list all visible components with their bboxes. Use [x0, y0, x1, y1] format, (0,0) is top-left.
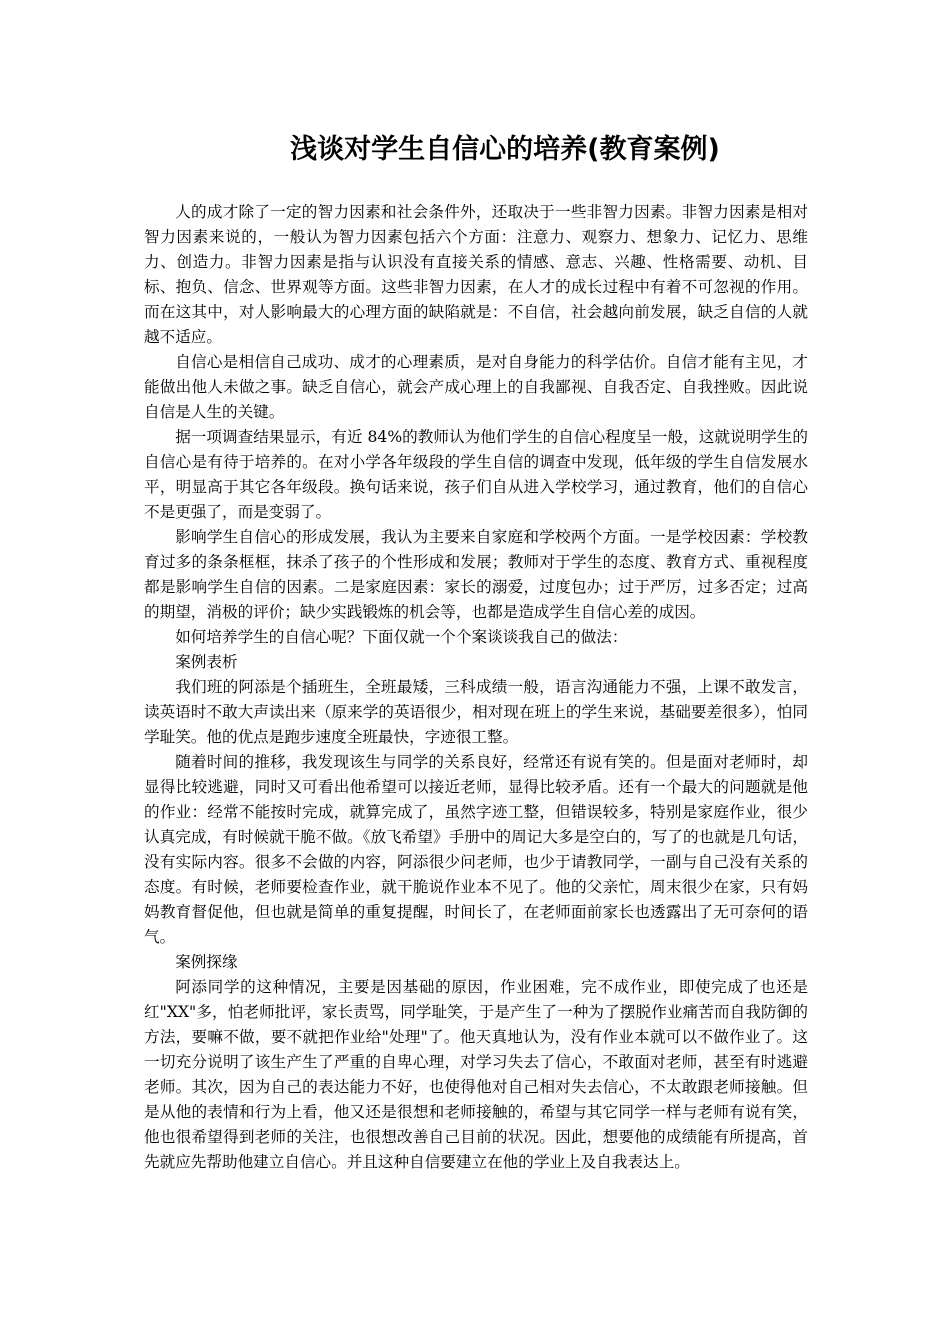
paragraph-confidence-definition: 自信心是相信自己成功、成才的心理素质，是对自身能力的科学估价。自信才能有主见，才能做出他人未做之事。缺乏自信心，就会产成心理上的自我鄙视、自我否定、自我挫败。因此说自信是人生的关键。 [144, 353, 808, 421]
document-title: 浅谈对学生自信心的培养(教育案例) [290, 134, 720, 165]
document-body [144, 200, 808, 1175]
paragraph-case-cause: 阿添同学的这种情况，主要是因基础的原因，作业困难，完不成作业，即使完成了也还是红"XX"多，怕老师批评，家长责骂，同学耻笑，于是产生了一种为了摆脱作业痛苦而自我防御的方法，要嘛不做，要不就把作业给"处理"了。他天真地认为，没有作业本就可以不做作业了。这一切充分说明了该生产生了严重的自卑心理，对学习失去了信心，不敢面对老师，甚至有时逃避老师。其次，因为自己的表达能力不好，也使得他对自己相对失去信心，不太敢跟老师接触。但是从他的表情和行为上看，他又还是很想和老师接触的，希望与其它同学一样与老师有说有笑，他也很希望得到老师的关注，也很想改善自己目前的状况。因此，想要他的成绩能有所提高，首先就应先帮助他建立自信心。并且这种自信要建立在他的学业上及自我表达上。 [144, 978, 808, 1171]
paragraph-case-observation: 随着时间的推移，我发现该生与同学的关系良好，经常还有说有笑的。但是面对老师时，却显得比较逃避，同时又可看出他希望可以接近老师，显得比较矛盾。还有一个最大的问题就是他的作业：经常不能按时完成，就算完成了，虽然字迹工整，但错误较多，特别是家庭作业，很少认真完成，有时候就干脆不做。《放飞希望》手册中的周记大多是空白的，写了的也就是几句话，没有实际内容。很多不会做的内容，阿添很少问老师，也少于请教同学，一副与自己没有关系的态度。有时候，老师要检查作业，就干脆说作业本不见了。他的父亲忙，周末很少在家，只有妈妈教育督促他，但也就是简单的重复提醒，时间长了，在老师面前家长也透露出了无可奈何的语气。 [144, 753, 808, 946]
paragraph-intro: 人的成才除了一定的智力因素和社会条件外，还取决于一些非智力因素。非智力因素是相对智力因素来说的，一般认为智力因素包括六个方面：注意力、观察力、想象力、记忆力、思维力、创造力。非智力因素是指与认识没有直接关系的情感、意志、兴趣、性格需要、动机、目标、抱负、信念、世界观等方面。这些非智力因素，在人才的成长过程中有着不可忽视的作用。而在这其中，对人影响最大的心理方面的缺陷就是：不自信，社会越向前发展，缺乏自信的人就越不适应。 [144, 203, 808, 346]
paragraph-case-student: 我们班的阿添是个插班生，全班最矮，三科成绩一般，语言沟通能力不强，上课不敢发言，读英语时不敢大声读出来（原来学的英语很少，相对现在班上的学生来说，基础要差很多），怕同学耻笑。他的优点是跑步速度全班最快，字迹很工整。 [144, 678, 808, 746]
section-heading-case-analysis: 案例表析 [175, 653, 238, 671]
paragraph-factors: 影响学生自信心的形成发展，我认为主要来自家庭和学校两个方面。一是学校因素：学校教育过多的条条框框，抹杀了孩子的个性形成和发展；教师对于学生的态度、教育方式、重视程度都是影响学生自信的因素。二是家庭因素：家长的溺爱，过度包办；过于严厉，过多否定；过高的期望，消极的评价；缺少实践锻炼的机会等，也都是造成学生自信心差的成因。 [144, 528, 808, 621]
paragraph-how-to: 如何培养学生的自信心呢？下面仅就一个个案谈谈我自己的做法： [175, 628, 628, 646]
section-heading-case-cause: 案例探缘 [175, 953, 238, 971]
paragraph-survey: 据一项调查结果显示，有近 84%的教师认为他们学生的自信心程度呈一般，这就说明学生的自信心是有待于培养的。在对小学各年级段的学生自信的调查中发现，低年级的学生自信发展水平，明显高于其它各年级段。换句话来说，孩子们自从进入学校学习，通过教育，他们的自信心不是更强了，而是变弱了。 [144, 428, 808, 521]
